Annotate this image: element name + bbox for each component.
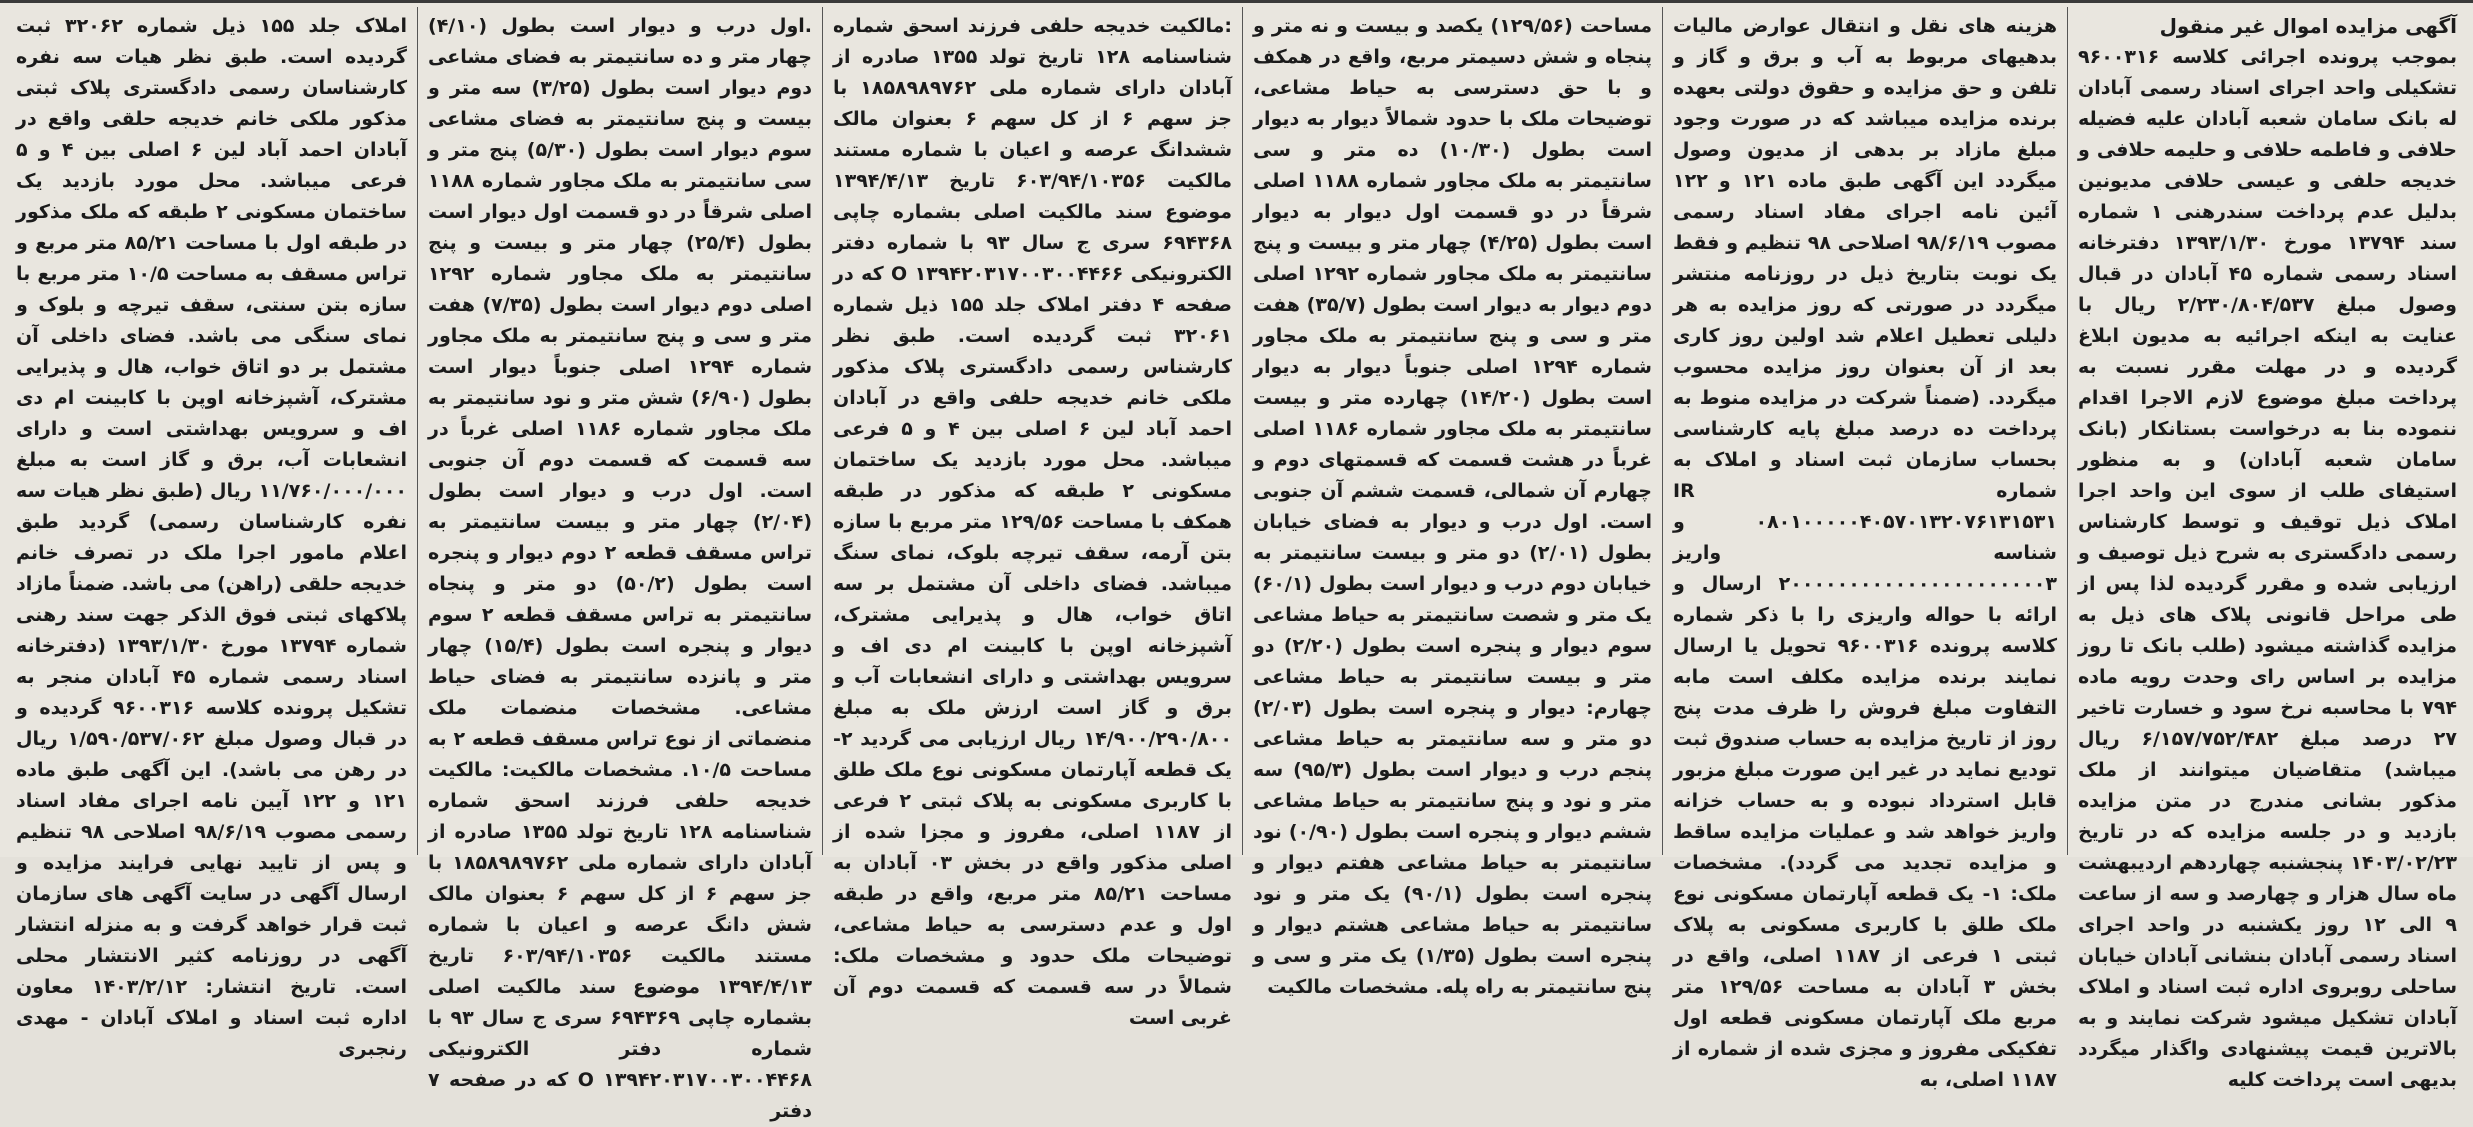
column-4-text: :مالکیت خدیجه حلفی فرزند اسحق شماره شناسنامه ۱۲۸ تاریخ تولد ۱۳۵۵ صادره از آبادان دارای شماره ملی ۱۸۵۸۹۸۹۷۶۲ با جز سهم ۶ از کل سهم ۶ بعنوان مالک ششدانگ عرصه و اعیان با شماره مستند مالکیت ۶۰۳/۹۴/۱۰۳۵۶ تاریخ ۱۳۹۴/۴/۱۳ موضوع سند مالکیت اصلی بشماره چاپی ۶۹۴۳۶۸ سری ج سال ۹۳ با شماره دفتر الکترونیکی ۱۳۹۴۲۰۳۱۷۰۰۳۰۰۴۴۶۶ O که در صفحه ۴ دفتر املاک جلد ۱۵۵ ذیل شماره ۳۲۰۶۱ ثبت گردیده است. طبق نظر کارشناس رسمی دادگستری پلاک مذکور ملکی خانم خدیجه حلفی واقع در آبادان احمد آباد لین ۶ اصلی بین ۴ و ۵ فرعی میباشد. محل مورد بازدید یک ساختمان مسکونی ۲ طبقه که مذکور در طبقه همکف با مساحت ۱۲۹/۵۶ متر مربع با سازه بتن آرمه، سقف تیرچه بلوک، نمای سنگ میباشد. فضای داخلی آن مشتمل بر سه اتاق خواب، هال و پذیرایی مشترک، آشپزخانه اوپن با کابینت ام دی اف و سرویس بهداشتی و دارای انشعابات آب و برق و گاز است ارزش ملک به مبلغ ۱۴/۹۰۰/۲۹۰/۸۰۰ ریال ارزیابی می گردید ۲- یک قطعه آپارتمان مسکونی نوع ملک طلق با کاربری مسکونی به پلاک ثبتی ۲ فرعی از ۱۱۸۷ اصلی، مفروز و مجزا شده از اصلی مذکور واقع در بخش ۰۳ آبادان به مساحت ۸۵/۲۱ متر مربع، واقع در طبقه اول و عدم دسترسی به حیاط مشاعی، توضیحات ملک حدود و مشخصات ملک: شمالاً در سه قسمت که قسمت دوم آن غربی است — [833, 15, 1233, 1029]
column-5-text: .اول درب و دیوار است بطول (۴/۱۰) چهار متر و ده سانتیمتر به فضای مشاعی دوم دیوار است بطول (۳/۲۵) سه متر و بیست و پنج سانتیمتر به فضای مشاعی سوم دیوار است بطول (۵/۳۰) پنج متر و سی سانتیمتر به ملک مجاور شماره ۱۱۸۸ اصلی شرقاً در دو قسمت اول دیوار است بطول (۲۵/۴) چهار متر و بیست و پنج سانتیمتر به ملک مجاور شماره ۱۲۹۲ اصلی دوم دیوار است بطول (۷/۳۵) هفت متر و سی و پنج سانتیمتر به ملک مجاور شماره ۱۲۹۴ اصلی جنوباً دیوار است بطول (۶/۹۰) شش متر و نود سانتیمتر به ملک مجاور شماره ۱۱۸۶ اصلی غرباً در سه قسمت که قسمت دوم آن جنوبی است. اول درب و دیوار است بطول (۲/۰۴) چهار متر و بیست سانتیمتر به تراس مسقف قطعه ۲ دوم دیوار و پنجره است بطول (۵۰/۲) دو متر و پنجاه سانتیمتر به تراس مسقف قطعه ۲ سوم دیوار و پنجره است بطول (۱۵/۴) چهار متر و پانزده سانتیمتر به فضای حیاط مشاعی. مشخصات منضمات ملک منضماتی از نوع تراس مسقف قطعه ۲ به مساحت ۱۰/۵. مشخصات مالکیت: مالکیت خدیجه حلفی فرزند اسحق شماره شناسنامه ۱۲۸ تاریخ تولد ۱۳۵۵ صادره از آبادان دارای شماره ملی ۱۸۵۸۹۸۹۷۶۲ با جز سهم ۶ از کل سهم ۶ بعنوان مالک شش دانگ عرصه و اعیان با شماره مستند مالکیت ۶۰۳/۹۴/۱۰۳۵۶ تاریخ ۱۳۹۴/۴/۱۳ موضوع سند مالکیت اصلی بشماره چاپی ۶۹۴۳۶۹ سری ج سال ۹۳ با شماره دفتر الکترونیکی ۱۳۹۴۲۰۳۱۷۰۰۳۰۰۴۴۶۸ O که در صفحه ۷ دفتر — [428, 15, 813, 1122]
notice-column-2 — [1662, 7, 2067, 1091]
column-1-text: بموجب پرونده اجرائی کلاسه ۹۶۰۰۳۱۶ تشکیلی واحد اجرای اسناد رسمی آبادان له بانک سامان شعبه آبادان علیه فضیله حلافی و فاطمه حلافی و حلیمه حلافی و خدیجه حلفی و عیسی حلافی مدیونین بدلیل عدم پرداخت سندرهنی ۱ شماره سند ۱۳۷۹۴ مورخ ۱۳۹۳/۱/۳۰ دفترخانه اسناد رسمی شماره ۴۵ آبادان در قبال وصول مبلغ ۲/۲۳۰/۸۰۴/۵۳۷ ریال با عنایت به اینکه اجرائیه به مدیون ابلاغ گردیده و در مهلت مقرر نسبت به پرداخت مبلغ موضوع لازم الاجرا اقدام ننموده بنا به درخواست بستانکار (بانک سامان شعبه آبادان) و به منظور استیفای طلب از سوی این واحد اجرا املاک ذیل توقیف و توسط کارشناس رسمی دادگستری به شرح ذیل توصیف و ارزیابی شده و مقرر گردیده لذا پس از طی مراحل قانونی پلاک های ذیل به مزایده گذاشته میشود (طلب بانک تا روز مزایده بر اساس رای وحدت رویه ماده ۷۹۴ با محاسبه نرخ سود و خسارت تاخیر ۲۷ درصد مبلغ ۶/۱۵۷/۷۵۲/۴۸۲ ریال میباشد) متقاضیان میتوانند از ملک مذکور بشانی مندرج در متن مزایده بازدید و در جلسه مزایده که در تاریخ ۱۴۰۳/۰۲/۲۳ پنجشنبه چهاردهم اردیبهشت ماه سال هزار و چهارصد و سه از ساعت ۹ الی ۱۲ روز یکشنبه در واحد اجرای اسناد رسمی آبادان بنشانی آبادان خیابان ساحلی روبروی اداره ثبت اسناد و املاک آبادان تشکیل میشود شرکت نمایند و به بالاترین قیمت پیشنهادی واگذار میگردد بدیهی است پرداخت کلیه — [2078, 46, 2458, 1091]
column-3-text: مساحت (۱۲۹/۵۶) یکصد و بیست و نه متر و پنجاه و شش دسیمتر مربع، واقع در همکف و با حق دسترسی به حیاط مشاعی، توضیحات ملک با حدود شمالاً دیوار به دیوار است بطول (۱۰/۳۰) ده متر و سی سانتیمتر به ملک مجاور شماره ۱۱۸۸ اصلی شرقاً در دو قسمت اول دیوار به دیوار است بطول (۴/۲۵) چهار متر و بیست و پنج سانتیمتر به ملک مجاور شماره ۱۲۹۲ اصلی دوم دیوار به دیوار است بطول (۳۵/۷) هفت متر و سی و پنج سانتیمتر به ملک مجاور شماره ۱۲۹۴ اصلی جنوباً دیوار به دیوار است بطول (۱۴/۲۰) چهارده متر و بیست سانتیمتر به ملک مجاور شماره ۱۱۸۶ اصلی غرباً در هشت قسمت که قسمتهای دوم و چهارم آن شمالی، قسمت ششم آن جنوبی است. اول درب و دیوار به فضای خیابان بطول (۲/۰۱) دو متر و بیست سانتیمتر به خیابان دوم درب و دیوار است بطول (۶۰/۱) یک متر و شصت سانتیمتر به حیاط مشاعی سوم دیوار و پنجره است بطول (۲/۲۰) دو متر و بیست سانتیمتر به حیاط مشاعی چهارم: دیوار و پنجره است بطول (۲/۰۳) دو متر و سه سانتیمتر به حیاط مشاعی پنجم درب و دیوار است بطول (۹۵/۳) سه متر و نود و پنج سانتیمتر به حیاط مشاعی ششم دیوار و پنجره است بطول (۰/۹۰) نود سانتیمتر به حیاط مشاعی هفتم دیوار و پنجره است بطول (۹۰/۱) یک متر و نود سانتیمتر به حیاط مشاعی هشتم دیوار و پنجره است بطول (۱/۳۵) یک متر و سی و پنج سانتیمتر به راه پله. مشخصات مالکیت — [1253, 15, 1653, 998]
notice-heading: آگهی مزایده اموال غیر منقول — [2159, 14, 2457, 38]
column-2-text: هزینه های نقل و انتقال عوارض مالیات بدهیهای مربوط به آب و برق و گاز و تلفن و حق مزایده و حقوق دولتی بعهده برنده مزایده میباشد که در صورت وجود مبلغ مازاد بر بدهی از مدیون وصول میگردد این آگهی طبق ماده ۱۲۱ و ۱۲۲ آئین نامه اجرای مفاد اسناد رسمی مصوب ۹۸/۶/۱۹ اصلاحی ۹۸ تنظیم و فقط یک نوبت بتاریخ ذیل در روزنامه منتشر میگردد در صورتی که روز مزایده به هر دلیلی تعطیل اعلام شد اولین روز کاری بعد از آن بعنوان روز مزایده محسوب میگردد. (ضمناً شرکت در مزایده منوط به پرداخت ده درصد مبلغ پایه کارشناسی بحساب سازمان ثبت اسناد و املاک به شماره IR ۰۸۰۱۰۰۰۰۰۴۰۵۷۰۱۳۲۰۷۶۱۳۱۵۳۱ و شناسه واریز ۲۰۰۰۰۰۰۰۰۰۰۰۰۰۰۰۰۰۰۰۰۰۰۳ ارسال و ارائه با حواله واریزی را با ذکر شماره کلاسه پرونده ۹۶۰۰۳۱۶ تحویل یا ارسال نمایند برنده مزایده مکلف است مابه التفاوت مبلغ فروش را ظرف مدت پنج روز از تاریخ مزایده به حساب صندوق ثبت تودیع نماید در غیر این صورت مبلغ مزبور قابل استرداد نبوده و به حساب خزانه واریز خواهد شد و عملیات مزایده ساقط و مزایده تجدید می گردد). مشخصات ملک: ۱- یک قطعه آپارتمان مسکونی نوع ملک طلق با کاربری مسکونی به پلاک ثبتی ۱ فرعی از ۱۱۸۷ اصلی، واقع در بخش ۳ آبادان به مساحت ۱۲۹/۵۶ متر مربع ملک آپارتمان مسکونی قطعه اول تفکیکی مفروز و مجزی شده از شماره از ۱۱۸۷ اصلی، به — [1673, 15, 2057, 1091]
notice-column-3 — [1242, 7, 1662, 998]
notice-column-6 — [6, 7, 417, 1060]
notice-column-5 — [417, 7, 822, 1122]
notice-column-4 — [822, 7, 1242, 1029]
notice-columns — [6, 7, 2467, 1122]
notice-column-1 — [2067, 7, 2467, 1091]
column-6-text: املاک جلد ۱۵۵ ذیل شماره ۳۲۰۶۲ ثبت گردیده است. طبق نظر هیات سه نفره کارشناسان رسمی دادگستری پلاک ثبتی مذکور ملکی خانم خدیجه حلقی واقع در آبادان احمد آباد لین ۶ اصلی بین ۴ و ۵ فرعی میباشد. محل مورد بازدید یک ساختمان مسکونی ۲ طبقه که ملک مذکور در طبقه اول با مساحت ۸۵/۲۱ متر مربع و تراس مسقف به مساحت ۱۰/۵ متر مربع با سازه بتن سنتی، سقف تیرچه و بلوک و نمای سنگی می باشد. فضای داخلی آن مشتمل بر دو اتاق خواب، هال و پذیرایی مشترک، آشپزخانه اوپن با کابینت ام دی اف و سرویس بهداشتی است و دارای انشعابات آب، برق و گاز است به مبلغ ۱۱/۷۶۰/۰۰۰/۰۰۰ ریال (طبق نظر هیات سه نفره کارشناسان رسمی) گردید طبق اعلام مامور اجرا ملک در تصرف خانم خدیجه حلقی (راهن) می باشد. ضمناً مازاد پلاکهای ثبتی فوق الذکر جهت سند رهنی شماره ۱۳۷۹۴ مورخ ۱۳۹۳/۱/۳۰ (دفترخانه اسناد رسمی شماره ۴۵ آبادان منجر به تشکیل پرونده کلاسه ۹۶۰۰۳۱۶ گردیده و در قبال وصول مبلغ ۱/۵۹۰/۵۳۷/۰۶۲ ریال در رهن می باشد). این آگهی طبق ماده ۱۲۱ و ۱۲۲ آیین نامه اجرای مفاد اسناد رسمی مصوب ۹۸/۶/۱۹ اصلاحی ۹۸ تنظیم و پس از تایید نهایی فرایند مزایده و ارسال آگهی در سایت آگهی های سازمان ثبت قرار خواهد گرفت و به منزله انتشار آگهی در روزنامه کثیر الانتشار محلی است. تاریخ انتشار: ۱۴۰۳/۲/۱۲ معاون اداره ثبت اسناد و املاک آبادان - مهدی رنجبری — [16, 15, 408, 1060]
